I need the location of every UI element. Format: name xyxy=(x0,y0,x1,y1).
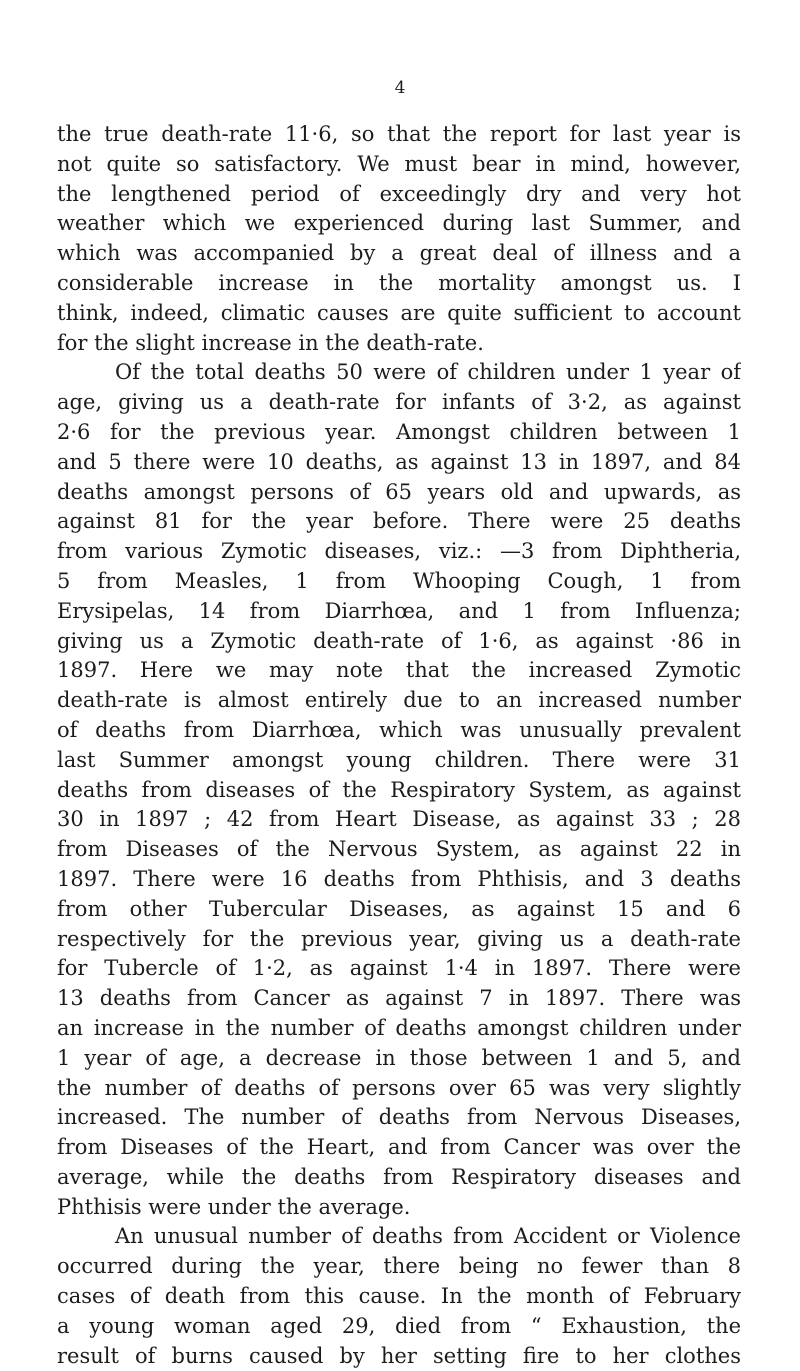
text-line: from Diseases of the Heart, and from Cancer was over the xyxy=(57,1135,741,1160)
text-line: 2·6 for the previous year. Amongst children between 1 xyxy=(57,419,741,444)
text-line: considerable increase in the mortality amongst us. I xyxy=(57,270,741,295)
text-line: which was accompanied by a great deal of illness and a xyxy=(57,241,741,266)
text-line: 30 in 1897 ; 42 from Heart Disease, as against 33 ; 28 xyxy=(57,807,741,832)
text-line: from other Tubercular Diseases, as against 15 and 6 xyxy=(57,896,741,921)
text-line: 13 deaths from Cancer as against 7 in 1897. There was xyxy=(57,986,741,1011)
text-line: for Tubercle of 1·2, as against 1·4 in 1897. There were xyxy=(57,956,741,981)
text-line: the lengthened period of exceedingly dry and very hot xyxy=(57,181,741,206)
text-line: and 5 there were 10 deaths, as against 13 in 1897, and 84 xyxy=(57,449,741,474)
text-line: cases of death from this cause. In the month of February xyxy=(57,1284,741,1309)
text-line: 1 year of age, a decrease in those between 1 and 5, and xyxy=(57,1045,741,1070)
text-line: from Diseases of the Nervous System, as against 22 in xyxy=(57,837,741,862)
text-line: weather which we experienced during last Summer, and xyxy=(57,211,741,236)
text-line: deaths amongst persons of 65 years old and upwards, as xyxy=(57,479,741,504)
text-line: giving us a Zymotic death-rate of 1·6, as against ·86 in xyxy=(57,628,741,653)
text-line: 1897. There were 16 deaths from Phthisis, and 3 deaths xyxy=(57,866,741,891)
text-line: 1897. Here we may note that the increased Zymotic xyxy=(57,658,741,683)
text-line: the number of deaths of persons over 65 was very slightly xyxy=(57,1075,741,1100)
text-line: occurred during the year, there being no fewer than 8 xyxy=(57,1254,741,1279)
text-line: the true death-rate 11·6, so that the report for last year is xyxy=(57,122,741,146)
text-line: last Summer amongst young children. There were 31 xyxy=(57,747,741,772)
text-line: not quite so satisfactory. We must bear in mind, however, xyxy=(57,151,741,176)
text-line: average, while the deaths from Respiratory diseases and xyxy=(57,1164,741,1189)
text-line: Of the total deaths 50 were of children under 1 year of xyxy=(115,360,741,385)
text-line: a young woman aged 29, died from “ Exhaustion, the xyxy=(57,1313,741,1338)
text-line: increased. The number of deaths from Nervous Diseases, xyxy=(57,1105,741,1130)
text-line: from various Zymotic diseases, viz.: —3 from Diphtheria, xyxy=(57,539,741,564)
text-line: of deaths from Diarrhœa, which was unusually prevalent xyxy=(57,717,741,742)
text-line: Erysipelas, 14 from Diarrhœa, and 1 from Influenza; xyxy=(57,598,741,623)
text-line: 5 from Measles, 1 from Whooping Cough, 1 from xyxy=(57,568,741,593)
text-line: Phthisis were under the average. xyxy=(57,1194,411,1219)
text-line: an increase in the number of deaths amongst children under xyxy=(57,1015,741,1040)
text-line: deaths from diseases of the Respiratory System, as against xyxy=(57,777,741,802)
text-line: think, indeed, climatic causes are quite sufficient to account xyxy=(57,300,741,325)
text-line: against 81 for the year before. There were 25 deaths xyxy=(57,509,741,534)
body-text xyxy=(57,120,741,1371)
text-line: result of burns caused by her setting fire to her clothes xyxy=(57,1343,741,1368)
text-line: for the slight increase in the death-rate. xyxy=(57,330,484,355)
text-line: respectively for the previous year, giving us a death-rate xyxy=(57,926,741,951)
text-line: death-rate is almost entirely due to an increased number xyxy=(57,688,741,713)
text-line: age, giving us a death-rate for infants of 3·2, as against xyxy=(57,390,741,415)
text-line: An unusual number of deaths from Accident or Violence xyxy=(115,1224,741,1249)
page-number: 4 xyxy=(394,78,406,98)
